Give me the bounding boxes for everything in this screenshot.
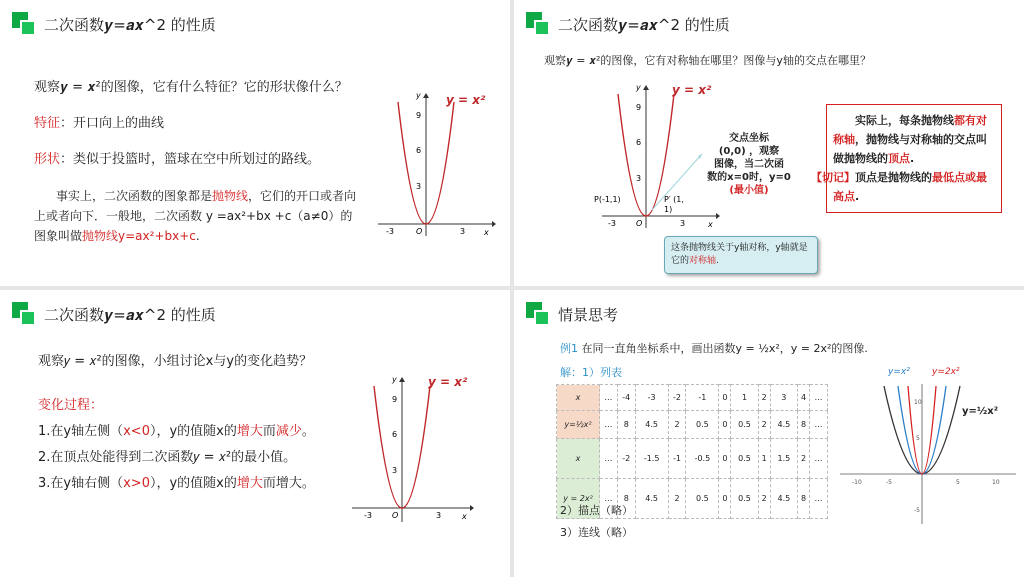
table-cell: 0.5: [731, 411, 758, 439]
item1-highlight-2: 减少: [275, 424, 302, 439]
slide-logo-icon: [12, 12, 36, 36]
note-line-4: 数的x=0时，y=0: [707, 172, 791, 183]
para-text-2: ，它们的开口或者向上或者向下．一般地，二次函数 y =ax²+bx +c（a≠0）的图象叫做: [34, 189, 357, 243]
table-cell: 0.5: [686, 411, 719, 439]
step-2: 2）描点（略）: [560, 504, 633, 517]
shape-text: ：类似于投篮时，篮球在空中所划过的路线。: [60, 152, 321, 167]
example-line: [560, 340, 868, 356]
three-parabolas-graph: [836, 364, 1020, 530]
table-cell: 0: [719, 385, 731, 411]
item1-highlight-1: 增大: [236, 424, 263, 439]
point-p-prime-label: P′ (1,: [664, 195, 684, 204]
example-label: 例1: [560, 342, 578, 355]
curve-label: y = x²: [428, 375, 468, 389]
slide-logo-icon: [12, 302, 36, 326]
solution-label: 解：1）列表: [560, 366, 622, 379]
table-cell: 0.5: [686, 479, 719, 519]
origin-label: O: [416, 227, 423, 236]
table-cell: 2: [758, 411, 770, 439]
slide-title: 二次函数𝒚=𝒂𝒙^2 的性质: [44, 306, 216, 324]
note-line-5: (最小值): [729, 185, 769, 196]
box-text-1: 实际上，每条抛物线: [855, 114, 954, 127]
tick-y-10: 10: [914, 399, 922, 406]
slide-title: 情景思考: [558, 306, 619, 324]
parabola-graph: [368, 84, 502, 240]
y-axis-arrow: [643, 85, 649, 90]
table-cell: …: [810, 439, 828, 479]
table-cell: x: [557, 439, 600, 479]
tick-x-neg3: -3: [364, 511, 372, 520]
trend-item-2: 2.在顶点处能得到二次函数𝑦 = 𝑥²的最小值。: [38, 450, 297, 465]
item1-condition: x<0: [123, 424, 150, 439]
tick-x-neg3: -3: [386, 227, 394, 236]
tick-y-5: 5: [916, 435, 920, 442]
question-text: 观察𝒚 = 𝒙²的图像，它有对称轴在哪里？图像与y轴的交点在哪里？: [544, 54, 871, 67]
tick-x-3: 3: [436, 511, 442, 520]
parabola-graph: [346, 370, 480, 526]
para-highlight-2: 抛物线y=ax²+bx+c: [82, 229, 196, 243]
callout-text: 这条抛物线关于y轴对称，y轴就是它的: [671, 243, 808, 266]
tick-y-3: 3: [416, 182, 422, 191]
question-text: 观察𝒚 = 𝒙²的图像，它有什么特征？它的形状像什么？: [34, 80, 348, 95]
item3-text-a: 3.在y轴右侧（: [38, 476, 124, 491]
slide-1[interactable]: [0, 0, 510, 286]
y-axis-arrow: [399, 377, 405, 382]
table-cell: 1: [758, 439, 770, 479]
table-cell: -1.5: [635, 439, 668, 479]
label-2x2: y=2x²: [932, 367, 960, 377]
tick-x-neg10: -10: [852, 479, 862, 486]
x-axis-label: x: [462, 512, 467, 521]
point-p-label: P(-1,1): [594, 195, 621, 204]
table-cell: 0.5: [731, 479, 758, 519]
box-highlight-3: 【切记】: [811, 171, 855, 184]
slide-2[interactable]: [514, 0, 1024, 286]
table-cell: x: [557, 385, 600, 411]
tick-x-3: 3: [680, 219, 686, 228]
shape-label: 形状: [34, 152, 61, 167]
shape-line: [34, 148, 320, 167]
item3-condition: x>0: [123, 476, 150, 491]
tick-y-9: 9: [416, 111, 422, 120]
table-cell: y=½x²: [557, 411, 600, 439]
table-cell: 1.5: [770, 439, 797, 479]
box-text-5: .: [855, 190, 860, 203]
label-half-x2: y=½x²: [962, 406, 999, 417]
y-axis-label: y: [636, 83, 641, 92]
tick-y-3: 3: [392, 466, 398, 475]
table-cell: 0.5: [731, 439, 758, 479]
tick-y-6: 6: [636, 138, 642, 147]
table-cell: 2: [668, 411, 686, 439]
table-cell: …: [810, 411, 828, 439]
box-highlight-2: 顶点: [888, 152, 910, 165]
tick-x-neg3: -3: [608, 219, 616, 228]
table-cell: -0.5: [686, 439, 719, 479]
trend-item-1: [38, 420, 315, 439]
table-cell: -4: [617, 385, 635, 411]
x-axis-arrow: [716, 213, 720, 219]
tick-y-6: 6: [392, 430, 398, 439]
item1-text-d: 。: [301, 424, 315, 439]
table-cell: 0: [719, 439, 731, 479]
slide-4[interactable]: [514, 290, 1024, 577]
table-row: [557, 385, 828, 411]
table-cell: y = 2x²: [557, 479, 600, 519]
table-row: [557, 439, 828, 479]
table-cell: 4.5: [770, 411, 797, 439]
table-cell: …: [810, 479, 828, 519]
table-cell: 8: [617, 411, 635, 439]
origin-label: O: [392, 511, 399, 520]
box-highlight-4: 最低点或最高点: [833, 171, 987, 203]
table-cell: 4.5: [770, 479, 797, 519]
tick-y-9: 9: [636, 103, 642, 112]
table-cell: 0: [719, 479, 731, 519]
table-cell: 2: [797, 439, 809, 479]
process-label: 变化过程：: [38, 398, 104, 413]
box-text-2: ，抛物线与对称轴的交点叫做抛物线的: [833, 133, 987, 165]
definition-paragraph: [34, 186, 364, 246]
item3-highlight: 增大: [236, 476, 263, 491]
table-cell: …: [600, 385, 618, 411]
tick-y-6: 6: [416, 146, 422, 155]
para-text-1: 事实上，二次函数的图象都是: [56, 189, 213, 203]
table-cell: …: [600, 439, 618, 479]
step-3: 3）连线（略）: [560, 526, 633, 539]
table-cell: 4: [797, 385, 809, 411]
origin-label: O: [636, 219, 643, 228]
value-table: [556, 384, 828, 519]
table-cell: …: [600, 411, 618, 439]
table-cell: 8: [617, 479, 635, 519]
y-axis-label: y: [392, 375, 397, 384]
table-cell: 2: [758, 385, 770, 411]
box-text-3: .: [910, 152, 915, 165]
table-cell: 2: [758, 479, 770, 519]
tick-x-neg5: -5: [886, 479, 892, 486]
item1-text-b: ），y的值随x的: [149, 424, 237, 439]
callout-highlight: 对称轴: [689, 256, 717, 266]
item1-text-a: 1.在y轴左侧（: [38, 424, 124, 439]
tick-y-3: 3: [636, 174, 642, 183]
table-cell: 4.5: [635, 479, 668, 519]
table-cell: 8: [797, 411, 809, 439]
table-cell: -1: [668, 439, 686, 479]
feature-line: [34, 112, 164, 131]
item1-text-c: 而: [262, 424, 276, 439]
item3-text-c: 而增大。: [262, 476, 315, 491]
y-axis-label: y: [416, 91, 421, 100]
x-axis-arrow: [470, 505, 474, 511]
x-axis-arrow: [492, 221, 496, 227]
table-cell: -2: [668, 385, 686, 411]
para-highlight-1: 抛物线: [212, 189, 249, 203]
label-x2: y=x²: [888, 367, 910, 377]
x-axis-label: x: [484, 228, 489, 237]
table-row: [557, 411, 828, 439]
question-text: 观察𝑦 = 𝑥²的图像，小组讨论x与y的变化趋势？: [38, 354, 313, 369]
example-text: 在同一直角坐标系中，画出函数y = ½x²，y = 2x²的图像.: [581, 342, 868, 355]
table-cell: 2: [668, 479, 686, 519]
note-line-2: (0,0) ，观察: [718, 146, 780, 157]
tick-x-10: 10: [992, 479, 1000, 486]
table-cell: -2: [617, 439, 635, 479]
symmetry-callout: [664, 236, 818, 274]
table-cell: 8: [797, 479, 809, 519]
feature-text: ：开口向上的曲线: [60, 116, 165, 131]
table-cell: 0: [719, 411, 731, 439]
vertex-definition-box: [811, 104, 1002, 213]
slide-logo-icon: [526, 12, 550, 36]
note-line-3: 图像，当二次函: [714, 159, 784, 170]
feature-label: 特征: [34, 116, 61, 131]
table-cell: …: [810, 385, 828, 411]
callout-end: .: [716, 256, 719, 266]
table-cell: 1: [731, 385, 758, 411]
tick-x-5: 5: [956, 479, 960, 486]
table-cell: 3: [770, 385, 797, 411]
box-highlight-1: 都有对称轴: [833, 114, 987, 146]
tick-x-3: 3: [460, 227, 466, 236]
table-cell: -1: [686, 385, 719, 411]
slide-logo-icon: [526, 302, 550, 326]
intersection-note: [704, 132, 794, 197]
trend-item-3: [38, 472, 315, 491]
box-text-4: 顶点是抛物线的: [855, 171, 932, 184]
slide-title: 二次函数𝒚=𝒂𝒙^2 的性质: [558, 16, 730, 34]
curve-label: y = x²: [672, 83, 712, 97]
para-end: .: [195, 229, 200, 243]
tick-y-neg5: -5: [914, 507, 920, 514]
table-cell: -3: [635, 385, 668, 411]
slide-title: 二次函数𝒚=𝒂𝒙^2 的性质: [44, 16, 216, 34]
table-cell: …: [600, 479, 618, 519]
table-cell: 4.5: [635, 411, 668, 439]
tick-y-9: 9: [392, 395, 398, 404]
slide-3[interactable]: [0, 290, 510, 577]
point-p-prime-label-2: 1): [664, 205, 673, 214]
note-line-1: 交点坐标: [729, 133, 769, 144]
y-axis-arrow: [423, 93, 429, 98]
curve-label: y = x²: [446, 93, 486, 107]
x-axis-label: x: [708, 220, 713, 229]
item3-text-b: ），y的值随x的: [149, 476, 237, 491]
